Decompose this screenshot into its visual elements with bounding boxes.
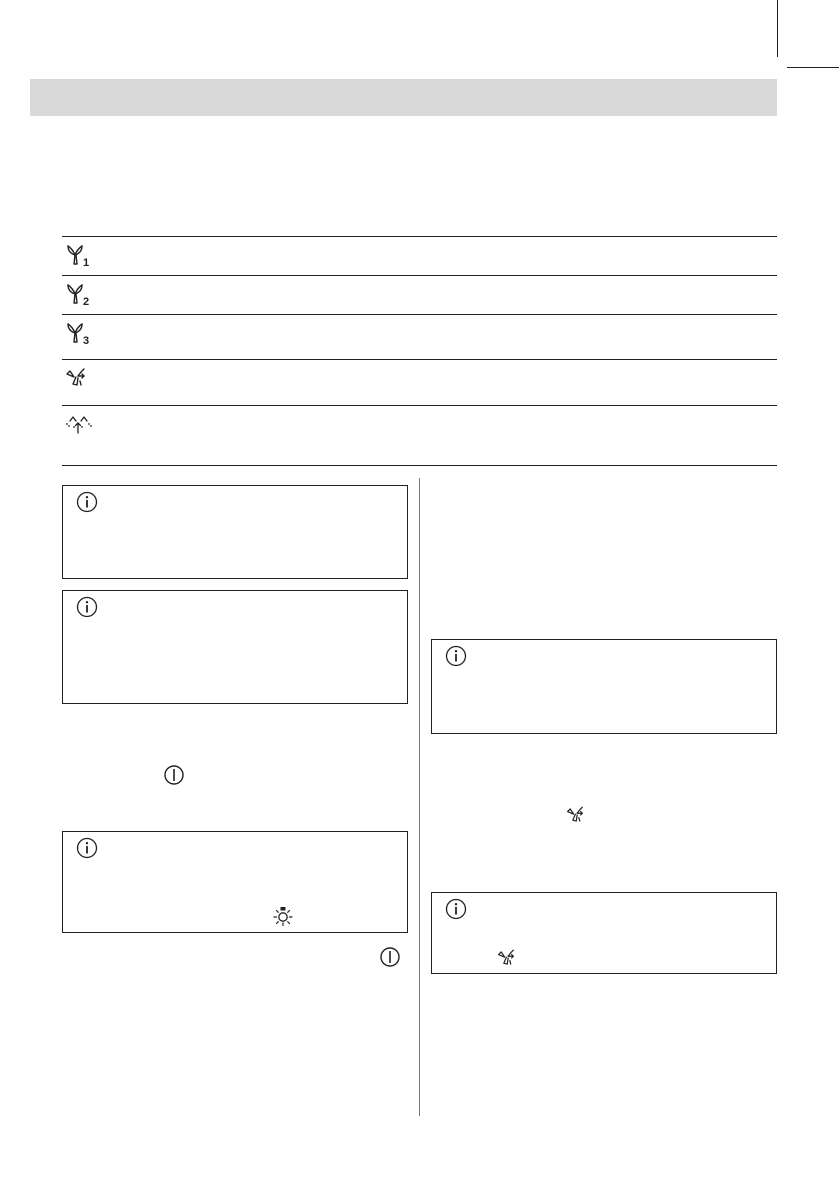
fan-speed-2-icon	[64, 281, 94, 307]
fan-boost-icon	[64, 365, 94, 391]
fan-boost-icon	[496, 946, 522, 970]
info-note	[62, 590, 408, 704]
column-divider	[419, 478, 420, 1116]
info-icon	[76, 491, 98, 513]
power-icon	[163, 764, 185, 786]
function-table	[62, 236, 777, 466]
table-row	[62, 405, 777, 466]
svg-text:2: 2	[83, 296, 90, 307]
svg-text:1: 1	[83, 257, 90, 268]
info-note	[431, 892, 777, 974]
crop-mark-horizontal	[787, 67, 839, 68]
section-header-bar	[30, 79, 777, 116]
info-icon	[76, 837, 98, 859]
info-icon	[445, 898, 467, 920]
light-icon	[272, 905, 294, 927]
info-note	[62, 831, 408, 933]
info-note	[62, 485, 408, 579]
fan-speed-1-icon	[64, 242, 94, 268]
steam-heat-icon	[64, 411, 94, 437]
info-icon	[445, 645, 467, 667]
crop-mark-vertical	[777, 0, 778, 57]
info-note	[431, 639, 777, 734]
power-icon	[379, 946, 401, 968]
table-row	[62, 275, 777, 314]
info-icon	[76, 596, 98, 618]
table-row	[62, 359, 777, 405]
fan-speed-3-icon	[64, 320, 94, 346]
table-row	[62, 314, 777, 359]
table-row	[62, 236, 777, 275]
svg-text:3: 3	[83, 335, 90, 346]
fan-boost-icon	[565, 803, 591, 827]
